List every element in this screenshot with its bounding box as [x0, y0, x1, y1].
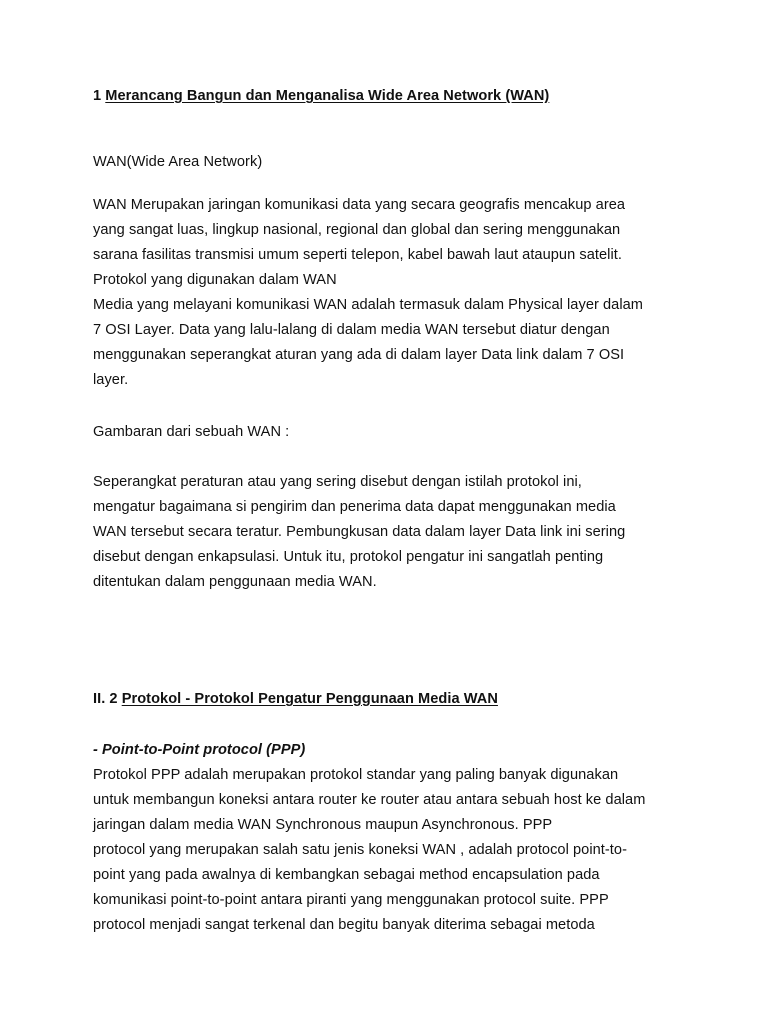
- paragraph-wan-definition: [93, 193, 693, 393]
- section-1-title: Merancang Bangun dan Menganalisa Wide Area Network (WAN): [105, 88, 550, 104]
- gambaran-text: Gambaran dari sebuah WAN :: [93, 424, 290, 440]
- paragraph-line: protocol yang merupakan salah satu jenis koneksi WAN , adalah protocol point-to-: [93, 842, 627, 858]
- paragraph-line: Media yang melayani komunikasi WAN adalah termasuk dalam Physical layer dalam: [93, 297, 644, 313]
- paragraph-line: protocol menjadi sangat terkenal dan begitu banyak diterima sebagai metoda: [93, 917, 595, 933]
- paragraph-line: menggunakan seperangkat aturan yang ada di dalam layer Data link dalam 7 OSI: [93, 347, 625, 363]
- section-1-number: 1: [93, 88, 102, 104]
- paragraph-line: WAN Merupakan jaringan komunikasi data yang secara geografis mencakup area: [93, 197, 626, 213]
- ppp-heading: [93, 738, 693, 763]
- paragraph-line: mengatur bagaimana si pengirim dan penerima data dapat menggunakan media: [93, 499, 616, 515]
- paragraph-line: jaringan dalam media WAN Synchronous maupun Asynchronous. PPP: [93, 817, 553, 833]
- paragraph-line: ditentukan dalam penggunaan media WAN.: [93, 574, 377, 590]
- paragraph-line: yang sangat luas, lingkup nasional, regional dan global dan sering menggunakan: [93, 222, 621, 238]
- wan-heading-text: WAN(Wide Area Network): [93, 154, 263, 170]
- paragraph-line: layer.: [93, 372, 129, 388]
- wan-heading: [93, 150, 693, 175]
- paragraph-line: Seperangkat peraturan atau yang sering disebut dengan istilah protokol ini,: [93, 474, 582, 490]
- paragraph-line: Protokol yang digunakan dalam WAN: [93, 272, 337, 288]
- paragraph-ppp: [93, 763, 693, 938]
- ppp-heading-text: - Point-to-Point protocol (PPP): [93, 742, 306, 758]
- paragraph-line: point yang pada awalnya di kembangkan sebagai method encapsulation pada: [93, 867, 600, 883]
- paragraph-line: sarana fasilitas transmisi umum seperti telepon, kabel bawah laut ataupun satelit.: [93, 247, 622, 263]
- gambaran-caption: [93, 420, 693, 445]
- paragraph-line: komunikasi point-to-point antara piranti yang menggunakan protocol suite. PPP: [93, 892, 609, 908]
- paragraph-line: disebut dengan enkapsulasi. Untuk itu, protokol pengatur ini sangatlah penting: [93, 549, 604, 565]
- paragraph-line: WAN tersebut secara teratur. Pembungkusan data dalam layer Data link ini sering: [93, 524, 626, 540]
- section-2-heading: [93, 687, 693, 712]
- paragraph-line: 7 OSI Layer. Data yang lalu-lalang di dalam media WAN tersebut diatur dengan: [93, 322, 610, 338]
- section-2-number: II. 2: [93, 691, 118, 707]
- section-2-title: Protokol - Protokol Pengatur Penggunaan Media WAN: [121, 691, 498, 707]
- paragraph-line: untuk membangun koneksi antara router ke router atau antara sebuah host ke dalam: [93, 792, 646, 808]
- section-1-heading: [93, 84, 693, 109]
- paragraph-line: Protokol PPP adalah merupakan protokol standar yang paling banyak digunakan: [93, 767, 619, 783]
- paragraph-protocol: [93, 470, 693, 595]
